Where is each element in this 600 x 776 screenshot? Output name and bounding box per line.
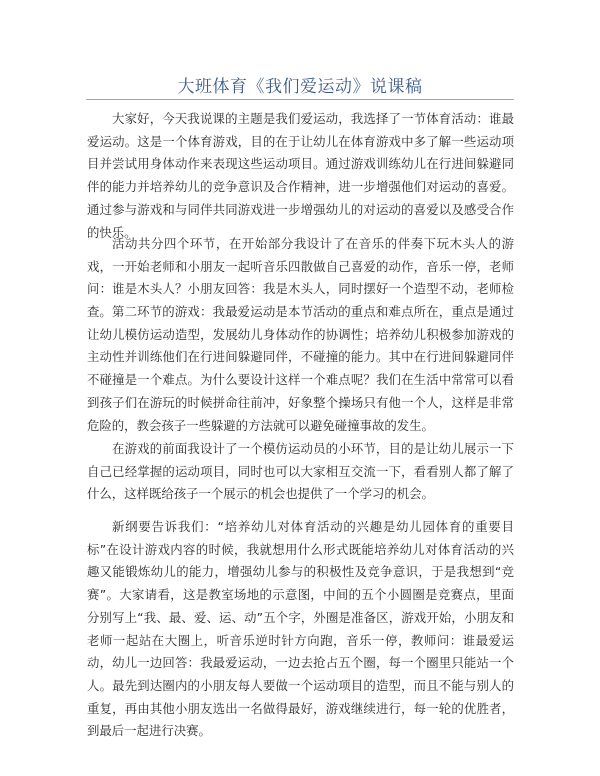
title-divider — [86, 99, 514, 100]
document-title: 大班体育《我们爱运动》说课稿 — [177, 77, 423, 97]
paragraph-second-segment: 第二环节的游戏：我最爱运动是本节活动的重点和难点所在，重点是通过让幼儿模仿运动造型，发展幼儿身体动作的协调性；培养幼儿积极参加游戏的主动性并训练他们在行进间躲避同伴，不碰撞的能力。其中在行进间躲避同伴不碰撞是一个难点。为什么要设计这样一个难点呢？我们在生活中常常可以看到孩子们在游玩的时候拼命往前冲，好象整个操场只有他一个人，这样是非常危险的，教会孩子一些躲避的方法就可以避免碰撞事故的发生。 — [87, 304, 514, 433]
paragraph-first-segment: 活动共分四个环节，在开始部分我设计了在音乐的伴奏下玩木头人的游戏，一开始老师和小朋友一起听音乐四散做自己喜爱的动作，音乐一停，老师问：谁是木头人？小朋友回答：我是木头人，同时摆好一个造型不动，老师检查。 — [87, 236, 514, 320]
paragraph-imitation-segment: 在游戏的前面我设计了一个模仿运动员的小环节，目的是让幼儿展示一下自己已经掌握的运动项目，同时也可以大家相互交流一下，看看别人都了解了什么，这样既给孩子一个展示的机会也提供了一个学习的机会。 — [87, 441, 514, 502]
paragraph-intro: 大家好，今天我说课的主题是我们爱运动，我选择了一节体育活动：谁最爱运动。这是一个体育游戏，目的在于让幼儿在体育游戏中多了解一些运动项目并尝试用身体动作来表现这些运动项目。通过游戏训练幼儿在行进间躲避同伴的能力并培养幼儿的竞争意识及合作精神，进一步增强他们对运动的喜爱。通过参与游戏和与同伴共同游戏进一步增强幼儿的对运动的喜爱以及感受合作的快乐。 — [87, 111, 514, 240]
paragraph-competition-game: 新纲要告诉我们：“培养幼儿对体育活动的兴趣是幼儿园体育的重要目标”在设计游戏内容的时候，我就想用什么形式既能培养幼儿对体育活动的兴趣又能锻炼幼儿的能力，增强幼儿参与的积极性及竞争意识，于是我想到“竞赛”。大家请看，这是教室场地的示意图，中间的五个小圆圈是竞赛点，里面分别写上“我、最、爱、运、动”五个字，外圈是准备区，游戏开始，小朋友和老师一起站在大圈上，听音乐逆时针方向跑，音乐一停，教师问：谁最爱运动，幼儿一边回答：我最爱运动，一边去抢占五个圈，每一个圈里只能站一个人。最先到达圈内的小朋友每人要做一个运动项目的造型，而且不能与别人的重复，再由其他小朋友选出一名做得最好，游戏继续进行，每一轮的优胜者，到最后一起进行决赛。 — [87, 519, 514, 739]
